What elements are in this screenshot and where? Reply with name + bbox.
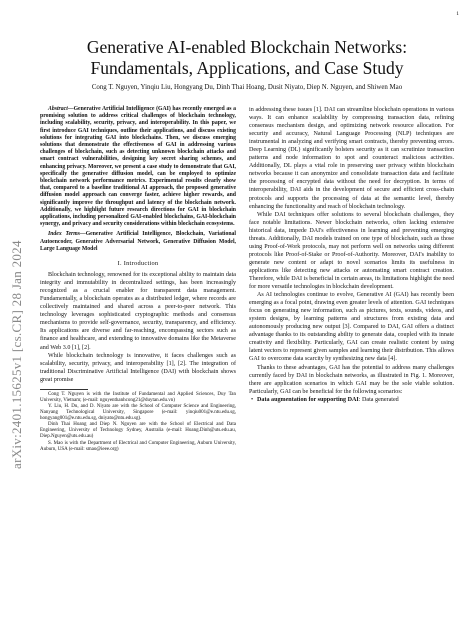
footnote-rule <box>40 389 88 390</box>
intro-paragraph-2: While blockchain technology is innovative, it faces challenges such as scalability, security, privacy, and interoperability [1], [2]. The integration of traditional Discriminative Artificial Intelligence (DAI) with blockchain shows great promise <box>40 352 236 383</box>
left-column <box>40 106 236 453</box>
intro-paragraph-1: Blockchain technology, renowned for its exceptional ability to maintain data integrity and immutability in decentralized settings, has been increasingly recognized as a crucial enabler for transparent data management. Fundamentally, a blockchain operates as a distributed ledger, where records are collectively maintained and shared across a peer-to-peer network. This technology leverages sophisticated cryptographic methods and consensus mechanisms to provide self-governance, security, transparency, and efficiency. Its applications are diverse and far-reaching, encompassing sectors such as finance and healthcare, and extending to innovative domains like the Metaverse and Web 3.0 [1], [2]. <box>40 272 236 351</box>
abstract-label: Abstract <box>48 106 68 112</box>
bullet-label: Data augmentation for supporting DAI <box>257 396 359 403</box>
arxiv-stamp: arXiv:2401.15625v1 [cs.CR] 28 Jan 2024 <box>9 240 24 470</box>
right-paragraph-1: in addressing these issues [1]. DAI can streamline blockchain operations in various ways. It can enhance scalability by compressing transaction data, refining consensus mechanism design, and optimizing network resource allocation. For security and accuracy, Natural Language Processing (NLP) techniques are instrumental in analyzing and verifying smart contracts, thereby preventing errors. Deep Learning (DL) significantly bolsters security as it can scrutinize transaction patterns and node information to spot and counteract malicious activities. Additionally, DL plays a vital role in preserving user privacy within blockchain networks because it can anonymize and consolidate transaction data and facilitate the processing of encrypted data without the need for decryption. In terms of interoperability, DAI aids in the development of secure and efficient cross-chain protocols and supports the processing of data at the semantic level, thereby enhancing the functionality and reach of blockchain technology. <box>249 107 454 210</box>
index-terms-label: Index Terms <box>48 231 80 238</box>
abstract <box>40 106 236 228</box>
author-list: Cong T. Nguyen, Yinqiu Liu, Hongyang Du, Dinh Thai Hoang, Dusit Niyato, Diep N. Nguyen, and Shiwen Mao <box>91 84 403 91</box>
index-terms <box>40 231 236 253</box>
footnote-3: Dinh Thai Hoang and Diep N. Nguyen are with the School of Electrical and Data Engineering, University of Technology Sydney, Australia (e-mail: Hoang.Dinh@uts.edu.au, Diep.Nguyen@uts.edu.au) <box>40 422 236 440</box>
bullet-text: : Data generated <box>358 396 399 403</box>
index-terms-text: —Generative Artificial Intelligence, Blockchain, Variational Autoencoder, Generative Adversarial Network, Generative Diffusion Model, Large Language Model <box>40 231 236 252</box>
title-line-2: Fundamentals, Applications, and Case Study <box>90 58 404 78</box>
abstract-text: —Generative Artificial Intelligence (GAI) has recently emerged as a promising solution to address critical challenges of blockchain technology, including scalability, security, privacy, and interoperability. In this paper, we first introduce GAI techniques, outline their applications, and discuss existing solutions for integrating GAI into blockchains. Then, we discuss emerging solutions that demonstrate the effectiveness of GAI in addressing various challenges of blockchain, such as detecting unknown blockchain attacks and smart contract vulnerabilities, designing key secret sharing schemes, and enhancing privacy. Moreover, we present a case study to demonstrate that GAI, specifically the generative diffusion model, can be employed to optimize blockchain network performance metrics. Experimental results clearly show that, compared to a baseline traditional AI approach, the proposed generative diffusion model approach can converge faster, achieve higher rewards, and significantly improve the throughput and latency of the blockchain network. Additionally, we highlight future research directions for GAI in blockchain applications, including personalized GAI-enabled blockchains, GAI-blockchain synergy, and privacy and security considerations within blockchain ecosystems. <box>40 106 236 228</box>
section-heading-introduction: I. Introduction <box>117 260 159 268</box>
right-paragraph-3: As AI technologies continue to evolve, Generative AI (GAI) has recently been emerging as a focal point, drawing even greater levels of attention. GAI techniques focus on generating new information, such as pictures, texts, sounds, videos, and system designs, by learning patterns and structures from existing data and autonomously producing new output [3]. Compared to DAI, GAI offers a distinct advantage thanks to its outstanding ability to generate data, coupled with its innate creativity and flexibility. Particularly, GAI can create realistic content by using latent vectors to represent given samples and learning their distribution. This allows GAI to overcome data scarcity by synthesizing new data [4]. <box>249 292 454 363</box>
title-line-1: Generative AI-enabled Blockchain Networks: <box>86 37 408 57</box>
footnote-2: Y. Liu, H. Du, and D. Niyato are with the School of Computer Science and Engineering, Nanyang Technological University, Singapore (e-mail: yinqiu001@e.ntu.edu.sg, hongyang001@e.ntu.edu.sg, dniyato@ntu.edu.sg). <box>40 403 236 422</box>
page-number: 1 <box>456 11 459 17</box>
bullet-item-data-augmentation <box>249 396 454 404</box>
footnote-1: Cong T. Nguyen is with the Institute of Fundamental and Applied Sciences, Duy Tan University, Vietnam; (e-mail: nguyenthanhcong21@duytan.edu.vn) <box>40 391 236 403</box>
right-paragraph-4: Thanks to these advantages, GAI has the potential to address many challenges currently faced by DAI in blockchain networks, as illustrated in Fig. 1. Moreover, there are application scenarios in which GAI may be the sole viable solution. Particularly, GAI can be beneficial for the following scenarios: <box>249 364 454 395</box>
footnote-4: S. Mao is with the Department of Electrical and Computer Engineering, Auburn University, Auburn, USA (e-mail: smao@ieee.org) <box>40 440 236 452</box>
right-column <box>249 106 454 404</box>
right-paragraph-2: While DAI techniques offer solutions to several blockchain challenges, they face notable limitations. Newer blockchain networks, often lacking extensive historical data, impede DAI's effectiveness in learning and preventing emerging threats. Additionally, DAI models trained on one type of blockchain, such as those using Proof-of-Work protocols, may not perform well on networks using different protocols like Proof-of-Stake or Proof-of-Authority. Moreover, DAI's inability to generate new content or adapt to novel scenarios limits its usefulness in applications like detecting new attacks or automating smart contract creation. Therefore, while DAI is beneficial in certain areas, its limitations highlight the need for more versatile technologies in blockchain development. <box>249 211 454 291</box>
paper-title <box>40 37 454 79</box>
